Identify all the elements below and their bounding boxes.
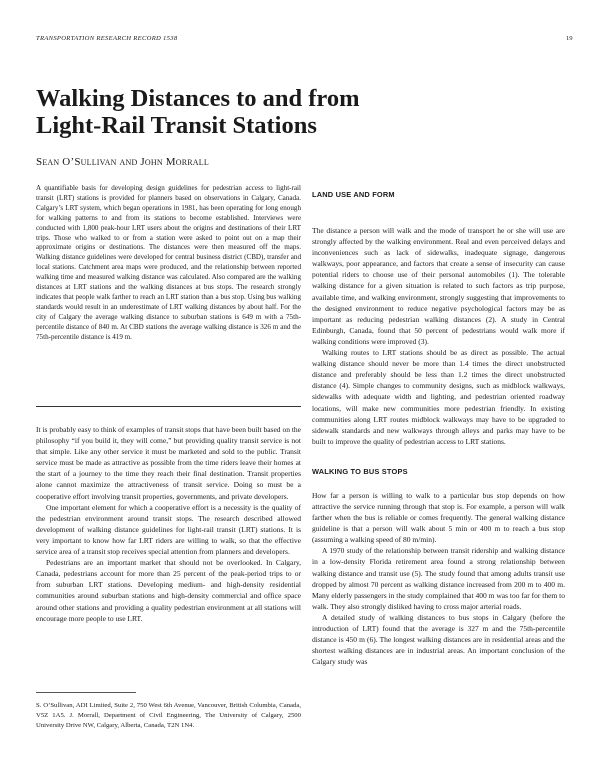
abstract-text: A quantifiable basis for developing design guidelines for pedestrian access to light-rail transit (LRT) stations is provided for planners based on observations in Calgary, Canada. Calgary’s LRT system, which began operations in 1981, has been operating for long enough for walking patterns to and from its stations to become established. Interviews were conducted with 1,800 peak-hour LRT users about the origins and destinations of their LRT trips. Those who walked to or from a station were asked to point out on a map their approximate origins or destinations. The distances were then measured off the maps. Walking distance guidelines were developed for central business district (CBD), transfer and local stations. Catchment area maps were produced, and the relationship between reported walking time and measured walking distance was calculated. Also compared are the walking distances at LRT stations and the walking distances at bus stops. The research strongly indicates that people walk farther to reach an LRT station than a bus stop. Using bus walking standards would result in an underestimate of LRT walking distances by about half. For the city of Calgary the average walking distance to suburban stations is 649 m with a 75th-percentile distance of 840 m. At CBD stations the average walking distance is 326 m and the 75th-percentile distance is 419 m. [36, 184, 301, 341]
section2-paragraph: A 1970 study of the relationship between transit ridership and walking distance in a low-density Florida retirement area found a strong relationship between walking distance and transit use (5). The study found that among adults transit use dropped by almost 70 percent as walking distance increased from 200 m to 400 m. Many elderly passengers in the study complained that 400 m was too far for them to walk. They also strongly disliked having to cross major arterial roads. [312, 546, 565, 611]
intro-paragraph: One important element for which a cooperative effort is a necessity is the quality of the pedestrian environment around transit stops. The research described allowed development of walking distance guidelines for light-rail transit (LRT) stations. It is very important to know how far LRT riders are willing to walk, so that the effective service area of a transit stop receives special attention from planners and developers. [36, 502, 301, 557]
right-column [312, 225, 565, 667]
section2-paragraph: How far a person is willing to walk to a particular bus stop depends on how attractive the service running through that stop is. For example, a person will walk farther when the bus is reliable or comes frequently. The general walking distance guideline is that a person will walk about 5 min or 400 m to reach a bus stop (assuming a walking speed of 80 m/min). [312, 490, 565, 545]
section-heading-bus-stops: WALKING TO BUS STOPS [312, 466, 408, 476]
footnote [36, 701, 301, 731]
section1-paragraph: Walking routes to LRT stations should be as direct as possible. The actual walking distance should never be more than 1.4 times the direct unobstructed distance and preferably should be less than 1.2 times the direct unobstructed distance (4). Simple changes to community designs, such as midblock walkways, sidewalks with adequate width and lighting, and pedestrian oriented roadway locations, will make new communities more pedestrian friendly. In existing communities along LRT routes midblock walkways may have to be upgraded to sidewalk standards and new walkways through alleys and parks may have to be built to improve the quality of pedestrian access to LRT stations. [312, 348, 565, 446]
footnote-divider [36, 692, 136, 693]
title-line-1: Walking Distances to and from [36, 85, 360, 112]
section-heading-land-use: LAND USE AND FORM [312, 190, 395, 199]
heading-spacer [312, 477, 565, 490]
page-number: 19 [566, 35, 573, 42]
introduction [36, 424, 301, 624]
intro-paragraph: It is probably easy to think of examples of transit stops that have been built based on the philosophy “if you build it, they will come,” but providing quality transit service is not that simple. Like any other service it must be marketed and sold to the public. Transit service must be made as attractive as possible from the time riders leave their homes at the start of a journey to the time they reach their final destination. Transit properties alone cannot maximize the attractiveness of transit service. Doing so must be a cooperative effort involving transit properties, governments, and private developers. [36, 425, 301, 501]
section1-paragraph: The distance a person will walk and the mode of transport he or she will use are strongly affected by the walking environment. Real and even perceived delays and inconveniences such as lack of sidewalks, inadequate signage, dangerous walkways, poor appearance, and factors that create a sense of insecurity can cause potential riders to choose use of their personal automobiles (1). The tolerable walking distance for a given situation is related to such factors as trip purpose, available time, and walking environment, strongly suggesting that improvements to the designed environment to reduce negative psychological factors may be as important as reducing pedestrian walking distances (2). A study in Central Edinburgh, Canada, found that 50 percent of pedestrians would walk more if walking conditions were improved (3). [312, 226, 565, 346]
intro-paragraph: Pedestrians are an important market that should not be overlooked. In Calgary, Canada, pedestrians account for more than 25 percent of the peak-period trips to or from suburban LRT stations. Developing medium- and high-density residential communities around suburban stations and high-density commercial and office space around other stations and providing a quality pedestrian environment at all stations will encourage more people to use LRT. [36, 558, 301, 623]
title-line-2: Light-Rail Transit Stations [36, 112, 317, 139]
author-affiliations: S. O’Sullivan, ADI Limited, Suite 2, 750 West 6th Avenue, Vancouver, British Columbia, Canada, V5Z 1A5. J. Morrall, Department of Civil Engineering, The University of Calgary, 2500 University Drive NW, Calgary, Alberta, Canada, T2N 1N4. [36, 702, 301, 730]
author-line: Sean O’Sullivan and John Morrall [36, 156, 209, 168]
abstract-divider [36, 406, 301, 407]
abstract [36, 184, 301, 343]
journal-header: TRANSPORTATION RESEARCH RECORD 1538 [36, 35, 178, 42]
heading-spacer [312, 447, 565, 466]
section2-paragraph: A detailed study of walking distances to bus stops in Calgary (before the introduction of LRT) found that the average is 327 m and the 75th-percentile distance is 450 m (6). The longest walking distances are in residential areas and the shortest walking distances are in industrial areas. An important conclusion of the Calgary study was [312, 612, 565, 667]
article-title [36, 85, 556, 139]
